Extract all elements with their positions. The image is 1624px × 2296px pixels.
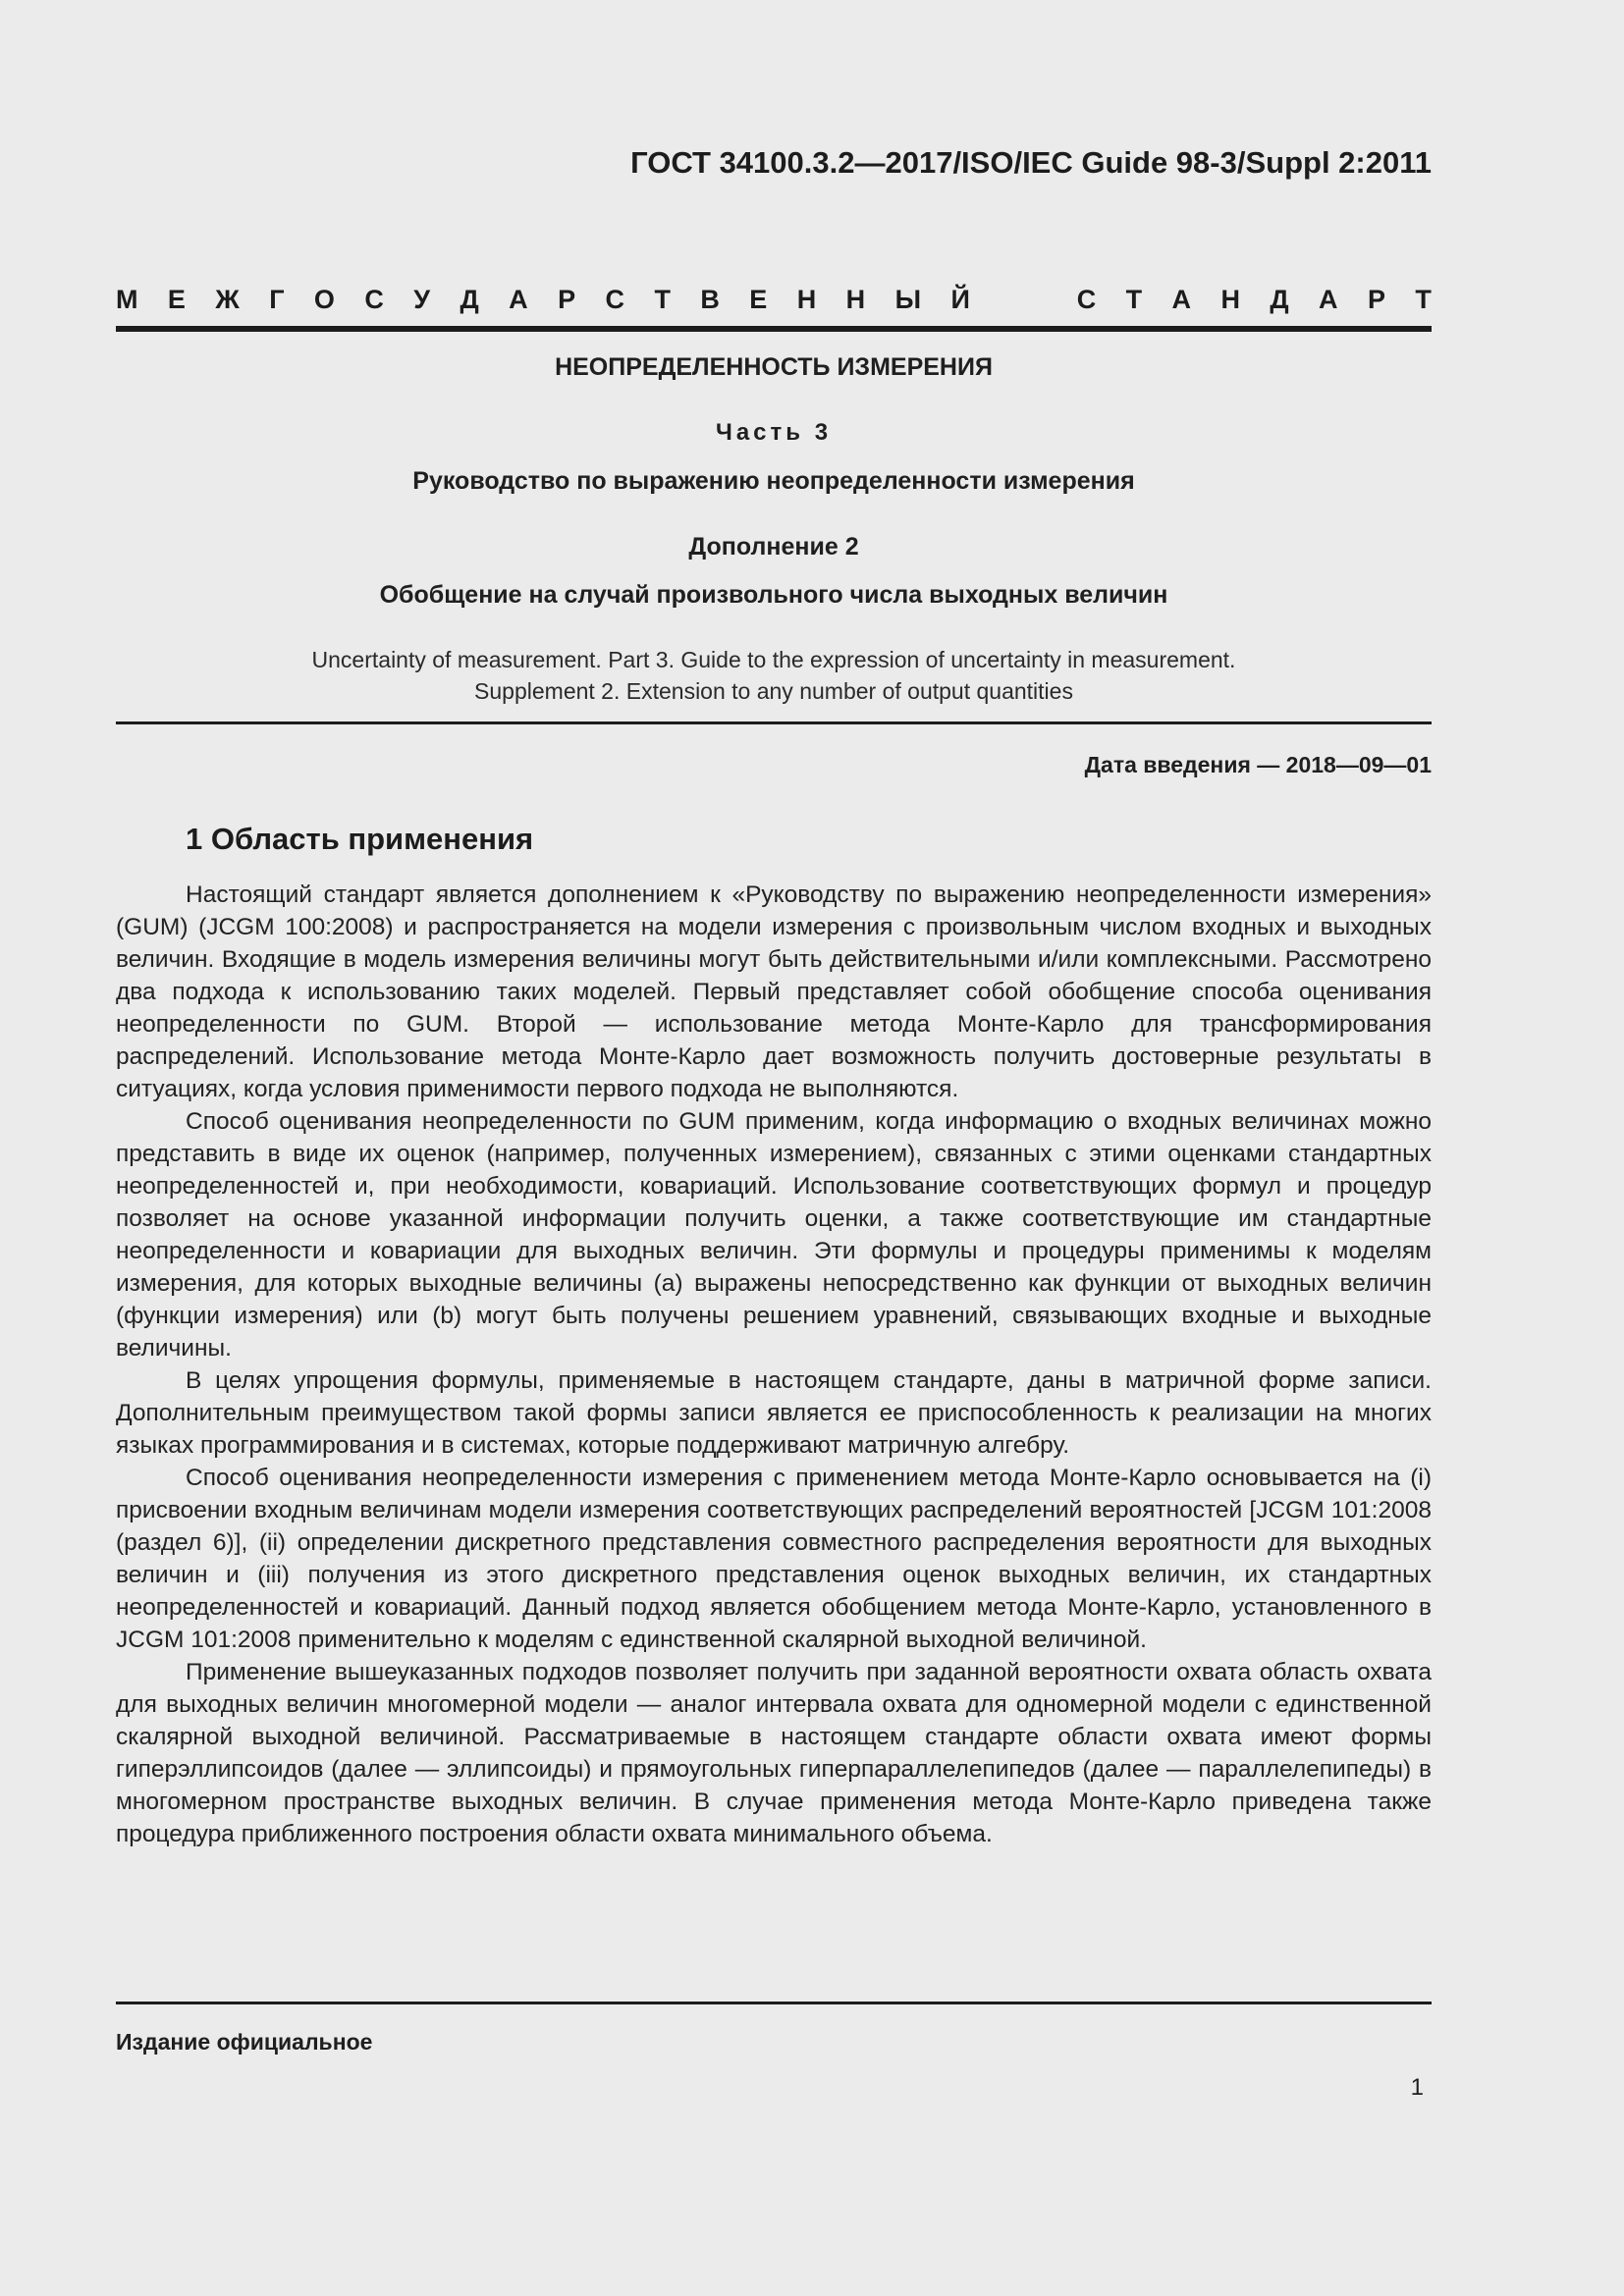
kind-letter: Д bbox=[460, 285, 479, 314]
english-title bbox=[116, 644, 1432, 707]
title-guide: Руководство по выражению неопределенности измерения bbox=[412, 467, 1135, 495]
kind-letter: Ж bbox=[215, 285, 240, 314]
kind-letter: А bbox=[1171, 285, 1192, 314]
kind-letter: Н bbox=[796, 285, 817, 314]
introduction-date: Дата введения — 2018—09—01 bbox=[1084, 752, 1432, 777]
header-thick-divider bbox=[116, 326, 1432, 332]
title-divider bbox=[116, 721, 1432, 724]
paragraph: Способ оценивания неопределенности измерения с применением метода Монте-Карло основывается на (i) присвоении входным величинам модели измерения соответствующих распределений вероятностей [JCGM 101:2008 (раздел 6)], (ii) определении дискретного представления совместного распределения вероятности для выходных величин и (iii) получения из этого дискретного представления оценок выходных величин, их стандартных неопределенностей и ковариаций. Данный подход является обобщением метода Монте-Карло, установленного в JCGM 101:2008 применительно к моделям с единственной скалярной выходной величиной. bbox=[116, 1465, 1432, 1653]
kind-letter: С bbox=[605, 285, 625, 314]
edition-label: Издание официальное bbox=[116, 2029, 373, 2055]
section-heading: 1 Область применения bbox=[186, 822, 534, 856]
kind-letter: Ы bbox=[894, 285, 922, 314]
kind-letter: Н bbox=[845, 285, 866, 314]
title-supplement: Дополнение 2 bbox=[688, 533, 859, 561]
paragraph: Применение вышеуказанных подходов позволяет получить при заданной вероятности охвата область охвата для выходных величин многомерной модели — аналог интервала охвата для одномерной модели с единственной скалярной выходной величиной. Рассматриваемые в настоящем стандарте области охвата имеют формы гиперэллипсоидов (далее — эллипсоиды) и прямоугольных гиперпараллелепипедов (далее — параллелепипеды) в многомерном пространстве выходных величин. В случае применения метода Монте-Карло приведена также процедура приближенного построения области охвата минимального объема. bbox=[116, 1659, 1432, 1847]
kind-letter: А bbox=[509, 285, 528, 314]
kind-letter: Д bbox=[1270, 285, 1289, 314]
title-part: Часть 3 bbox=[715, 419, 833, 446]
paragraph: В целях упрощения формулы, применяемые в настоящем стандарте, даны в матричной форме записи. Дополнительным преимуществом такой формы записи является ее приспособленность к реализации на многих языках программирования и в системах, которые поддерживают матричную алгебру. bbox=[116, 1367, 1432, 1459]
kind-letter: Й bbox=[950, 285, 970, 314]
kind-letter: Т bbox=[654, 285, 671, 314]
kind-letter: Р bbox=[558, 285, 576, 314]
english-title-line: Uncertainty of measurement. Part 3. Guide to the expression of uncertainty in measurement. bbox=[311, 647, 1236, 672]
kind-letter: Е bbox=[749, 285, 768, 314]
kind-letter: М bbox=[116, 285, 138, 314]
kind-letter: У bbox=[413, 285, 431, 314]
kind-letter: С bbox=[364, 285, 384, 314]
kind-letter: Г bbox=[269, 285, 285, 314]
section-body bbox=[116, 879, 1432, 1850]
footer-divider bbox=[116, 2002, 1432, 2004]
word-gap bbox=[1000, 285, 1047, 315]
paragraph: Способ оценивания неопределенности по GUM применим, когда информацию о входных величинах можно представить в виде их оценок (например, полученных измерением), связанных с этими оценками стандартных неопределенностей и, при необходимости, ковариаций. Использование соответствующих формул и процедур позволяет на основе указанной информации получить оценки, а также соответствующие им стандартные неопределенности и ковариации для выходных величин. Эти формулы и процедуры применимы к моделям измерения, для которых выходные величины (a) выражены непосредственно как функции от выходных величин (функции измерения) или (b) могут быть получены решением уравнений, связывающих входные и выходные величины. bbox=[116, 1108, 1432, 1362]
kind-letter: О bbox=[313, 285, 335, 314]
paragraph: Настоящий стандарт является дополнением к «Руководству по выражению неопределенности измерения» (GUM) (JCGM 100:2008) и распространяется на модели измерения с произвольным числом входных и выходных величин. Входящие в модель измерения величины могут быть действительными и/или комплексными. Рассмотрено два подхода к использованию таких моделей. Первый представляет собой обобщение способа оценивания неопределенности по GUM. Второй — использование метода Монте-Карло для трансформирования распределений. Использование метода Монте-Карло дает возможность получить достоверные результаты в ситуациях, когда условия применимости первого подхода не выполняются. bbox=[116, 881, 1432, 1102]
title-extension: Обобщение на случай произвольного числа выходных величин bbox=[379, 581, 1168, 609]
english-title-line: Supplement 2. Extension to any number of output quantities bbox=[474, 678, 1073, 704]
standard-kind-heading bbox=[116, 285, 1432, 315]
kind-letter: Т bbox=[1415, 285, 1432, 314]
kind-letter: Н bbox=[1220, 285, 1240, 314]
title-main: НЕОПРЕДЕЛЕННОСТЬ ИЗМЕРЕНИЯ bbox=[555, 353, 993, 381]
page-number: 1 bbox=[1410, 2074, 1424, 2101]
document-code: ГОСТ 34100.3.2—2017/ISO/IEC Guide 98-3/Suppl 2:2011 bbox=[630, 145, 1432, 180]
kind-letter: Е bbox=[167, 285, 186, 314]
kind-letter: А bbox=[1319, 285, 1338, 314]
kind-letter: В bbox=[700, 285, 720, 314]
kind-letter: Т bbox=[1125, 285, 1143, 314]
kind-letter: Р bbox=[1367, 285, 1385, 314]
kind-letter: С bbox=[1076, 285, 1097, 314]
